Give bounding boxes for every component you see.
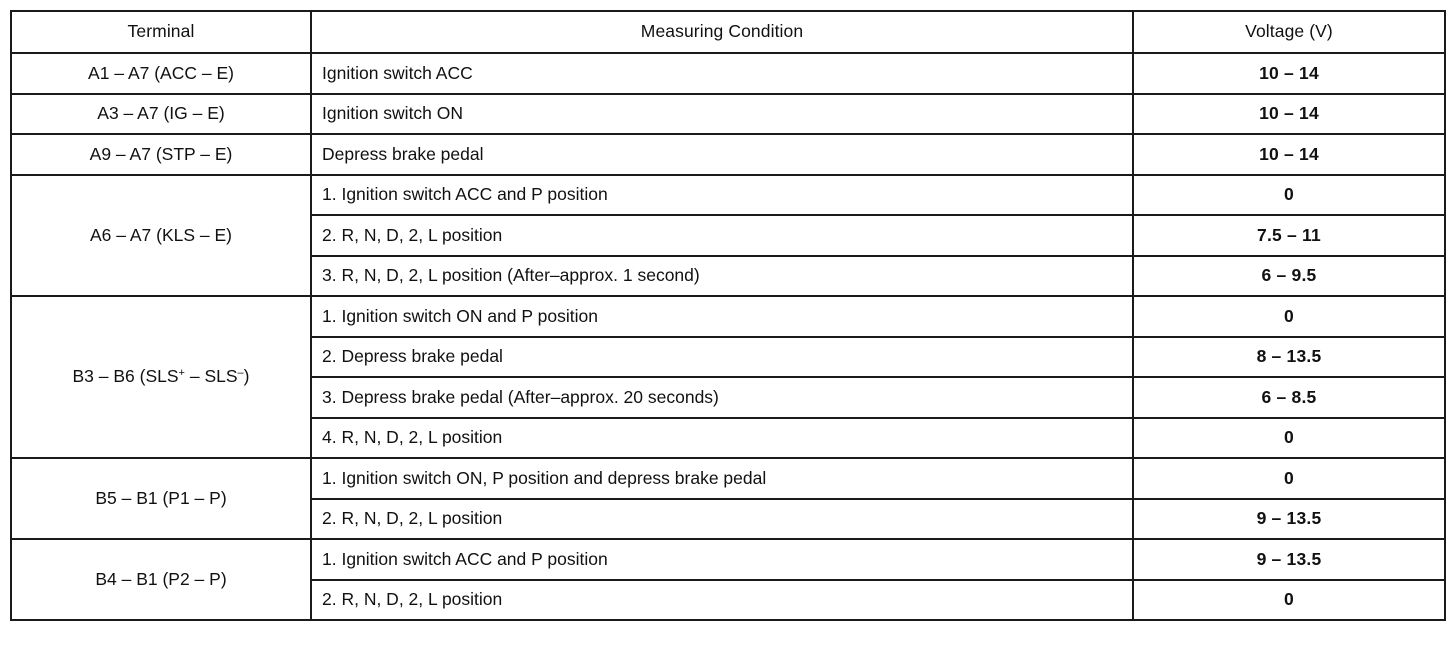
voltage-cell: 6 – 8.5: [1133, 377, 1445, 418]
condition-cell: 1. Ignition switch ON, P position and depress brake pedal: [311, 458, 1133, 499]
voltage-cell: 0: [1133, 296, 1445, 337]
terminal-superscript-plus: +: [178, 367, 185, 380]
condition-cell: Depress brake pedal: [311, 134, 1133, 175]
table-row: [11, 94, 1445, 135]
terminal-cell: A6 – A7 (KLS – E): [11, 175, 311, 297]
table-header-row: [11, 11, 1445, 53]
voltage-cell: 0: [1133, 418, 1445, 459]
terminal-text: – SLS: [184, 366, 238, 387]
terminal-superscript-minus: –: [237, 367, 244, 380]
condition-cell: 2. R, N, D, 2, L position: [311, 580, 1133, 621]
voltage-cell: 7.5 – 11: [1133, 215, 1445, 256]
spec-sheet: [10, 10, 1444, 621]
table-row: [11, 458, 1445, 499]
table-row: [11, 539, 1445, 580]
table-row: [11, 296, 1445, 337]
condition-cell: 2. R, N, D, 2, L position: [311, 215, 1133, 256]
table-row: [11, 175, 1445, 216]
voltage-cell: 9 – 13.5: [1133, 499, 1445, 540]
condition-cell: 4. R, N, D, 2, L position: [311, 418, 1133, 459]
voltage-cell: 0: [1133, 175, 1445, 216]
header-terminal: Terminal: [11, 11, 311, 53]
voltage-cell: 0: [1133, 458, 1445, 499]
header-voltage: Voltage (V): [1133, 11, 1445, 53]
condition-cell: 2. Depress brake pedal: [311, 337, 1133, 378]
terminal-cell: A3 – A7 (IG – E): [11, 94, 311, 135]
condition-cell: 2. R, N, D, 2, L position: [311, 499, 1133, 540]
terminal-voltage-table: [10, 10, 1446, 621]
condition-cell: 3. R, N, D, 2, L position (After–approx. 1 second): [311, 256, 1133, 297]
terminal-cell: A1 – A7 (ACC – E): [11, 53, 311, 94]
condition-cell: 1. Ignition switch ACC and P position: [311, 539, 1133, 580]
voltage-cell: 0: [1133, 580, 1445, 621]
condition-cell: 1. Ignition switch ACC and P position: [311, 175, 1133, 216]
terminal-cell: A9 – A7 (STP – E): [11, 134, 311, 175]
terminal-cell: [11, 296, 311, 458]
voltage-cell: 10 – 14: [1133, 134, 1445, 175]
header-measuring-condition: Measuring Condition: [311, 11, 1133, 53]
voltage-cell: 8 – 13.5: [1133, 337, 1445, 378]
voltage-cell: 6 – 9.5: [1133, 256, 1445, 297]
voltage-cell: 10 – 14: [1133, 94, 1445, 135]
terminal-text: ): [243, 366, 250, 387]
table-row: [11, 53, 1445, 94]
terminal-cell: B5 – B1 (P1 – P): [11, 458, 311, 539]
condition-cell: 3. Depress brake pedal (After–approx. 20 seconds): [311, 377, 1133, 418]
terminal-text: B3 – B6 (SLS: [72, 366, 179, 387]
condition-cell: Ignition switch ON: [311, 94, 1133, 135]
terminal-cell: B4 – B1 (P2 – P): [11, 539, 311, 620]
condition-cell: Ignition switch ACC: [311, 53, 1133, 94]
condition-cell: 1. Ignition switch ON and P position: [311, 296, 1133, 337]
table-row: [11, 134, 1445, 175]
voltage-cell: 10 – 14: [1133, 53, 1445, 94]
voltage-cell: 9 – 13.5: [1133, 539, 1445, 580]
